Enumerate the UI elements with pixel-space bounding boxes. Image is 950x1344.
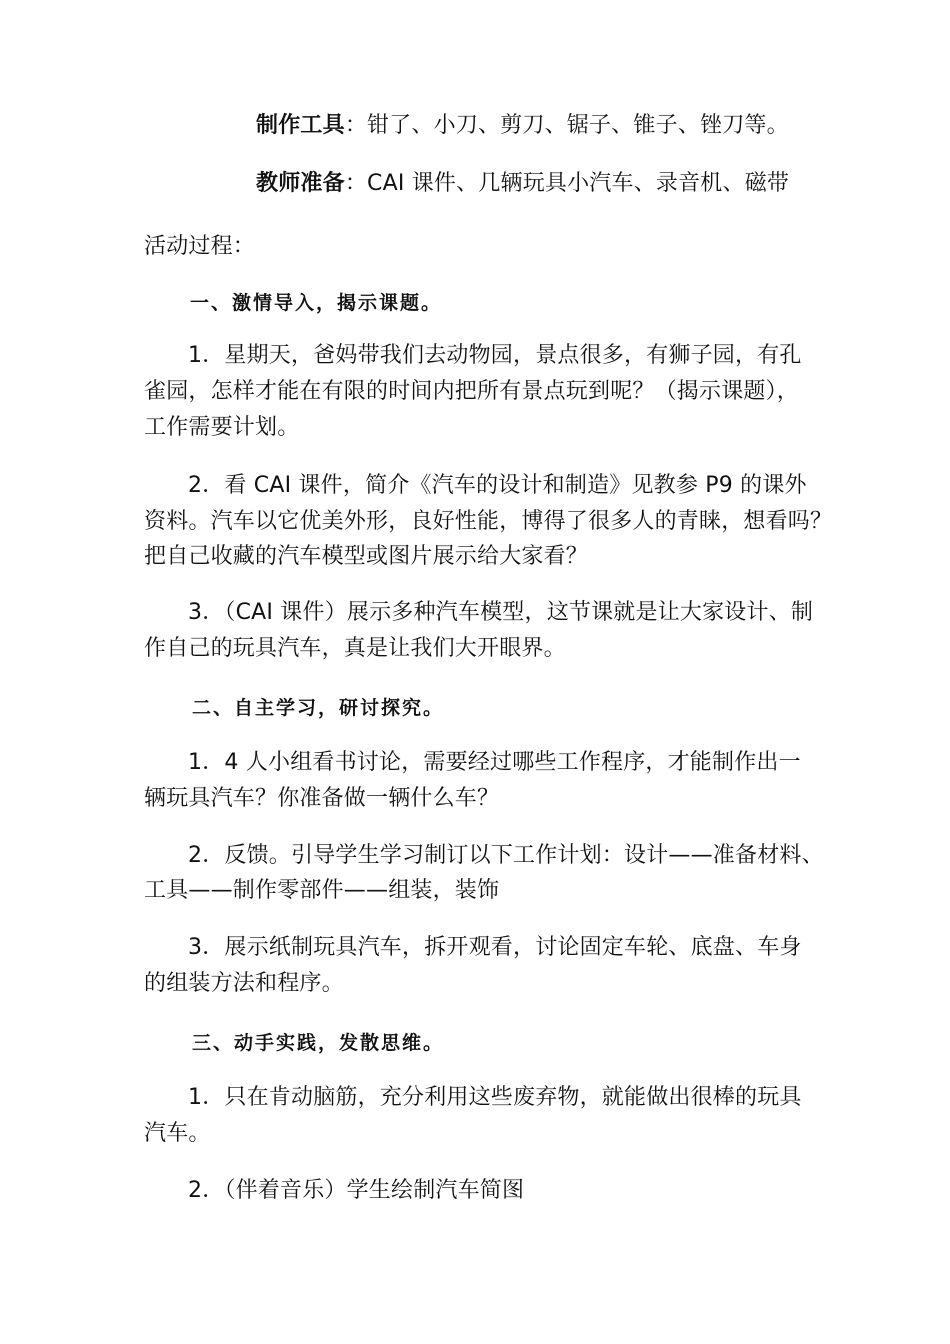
teacher-prep-line	[256, 170, 789, 198]
paragraph-3-1-line-1: 1．只在肯动脑筋，充分利用这些废弃物，就能做出很棒的玩具	[188, 1085, 802, 1110]
paragraph-1-2-line-1: 2．看 CAI 课件，简介《汽车的设计和制造》见教参 P9 的课外	[188, 473, 807, 498]
paragraph-1-1-line-1: 1．星期天，爸妈带我们去动物园，景点很多，有狮子园，有孔	[188, 343, 802, 368]
tools-label: 制作工具	[256, 113, 345, 138]
paragraph-2-2-line-1: 2．反馈。引导学生学习制订以下工作计划：设计——准备材料、	[188, 843, 824, 868]
paragraph-1-2-line-2: 资料。汽车以它优美外形，良好性能，博得了很多人的青睐，想看吗？	[144, 509, 833, 534]
paragraph-3-1-line-2: 汽车。	[144, 1121, 211, 1146]
process-label: 活动过程：	[144, 234, 256, 259]
paragraph-2-1-line-1: 1．4 人小组看书讨论，需要经过哪些工作程序，才能制作出一	[188, 750, 801, 775]
tools-line	[256, 112, 789, 140]
teacher-prep-label: 教师准备	[256, 171, 345, 196]
paragraph-3-2-line-1: 2．（伴着音乐）学生绘制汽车简图	[188, 1178, 525, 1203]
tools-text: ：钳了、小刀、剪刀、锯子、锥子、锉刀等。	[344, 113, 789, 138]
paragraph-2-1-line-2: 辆玩具汽车？你准备做一辆什么车？	[144, 786, 500, 811]
paragraph-1-3-line-2: 作自己的玩具汽车，真是让我们大开眼界。	[144, 636, 566, 661]
paragraph-1-3-line-1: 3．（CAI 课件）展示多种汽车模型，这节课就是让大家设计、制	[188, 600, 814, 625]
paragraph-2-3-line-2: 的组装方法和程序。	[144, 971, 344, 996]
paragraph-2-3-line-1: 3．展示纸制玩具汽车，拆开观看，讨论固定车轮、底盘、车身	[188, 935, 802, 960]
section-heading-1: 一、激情导入，揭示课题。	[190, 292, 443, 314]
section-heading-3: 三、动手实践，发散思维。	[192, 1032, 445, 1054]
paragraph-2-2-line-2: 工具——制作零部件——组装，装饰	[144, 878, 500, 903]
paragraph-1-1-line-2: 雀园，怎样才能在有限的时间内把所有景点玩到呢？（揭示课题），	[144, 379, 800, 404]
teacher-prep-text: ：CAI 课件、几辆玩具小汽车、录音机、磁带	[344, 171, 790, 196]
section-heading-2: 二、自主学习，研讨探究。	[192, 697, 445, 719]
paragraph-1-2-line-3: 把自己收藏的汽车模型或图片展示给大家看？	[144, 544, 589, 569]
paragraph-1-1-line-3: 工作需要计划。	[144, 415, 300, 440]
